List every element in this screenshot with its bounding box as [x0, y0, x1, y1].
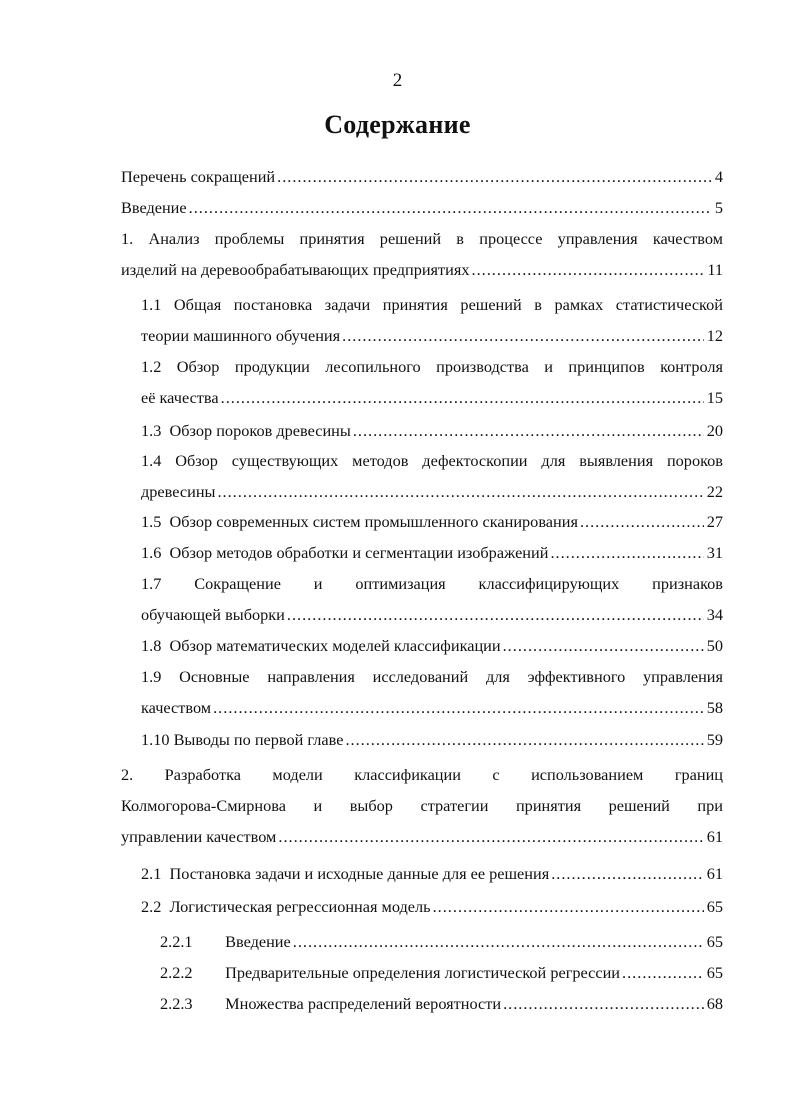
- toc-entry-1-2-line[interactable]: 1.2 Обзор продукции лесопильного производства и принципов контроля: [141, 357, 723, 376]
- page-title: Содержание: [324, 110, 471, 139]
- toc-entry-1-5[interactable]: [141, 511, 723, 533]
- toc-entry-label: Перечень сокращений: [121, 167, 276, 186]
- toc-entry-1-10[interactable]: [141, 729, 723, 751]
- toc-entry-label: древесины: [141, 482, 216, 501]
- toc-entry-page: 31: [706, 543, 723, 562]
- leader-dots: [221, 387, 704, 409]
- toc-entry-page: 65: [706, 897, 723, 916]
- toc-entry-page: 65: [706, 932, 723, 951]
- toc-entry-1-1[interactable]: [141, 325, 723, 347]
- leader-dots: [550, 542, 703, 564]
- toc-entry-2-2-1[interactable]: [160, 931, 723, 953]
- leader-dots: [189, 197, 712, 219]
- toc-entry-label: 2.2 Логистическая регрессионная модель: [141, 897, 431, 916]
- toc-entry-label: 2.1 Постановка задачи и исходные данные для ее решения: [141, 864, 550, 883]
- leader-dots: [277, 166, 712, 188]
- toc-entry-page: 4: [714, 167, 723, 186]
- toc-entry-label: 1.6 Обзор методов обработки и сегментации изображений: [141, 543, 549, 562]
- toc-entry-1-4[interactable]: [141, 481, 723, 503]
- toc-entry-2-2-2[interactable]: [160, 962, 723, 984]
- toc-entry-label: её качества: [141, 388, 219, 407]
- toc-entry-label: Введение: [121, 198, 187, 217]
- leader-dots: [580, 511, 704, 533]
- toc-entry-1-3[interactable]: [141, 420, 723, 442]
- toc-entry-page: 15: [706, 388, 723, 407]
- toc-entry-label: обучающей выборки: [141, 605, 285, 624]
- toc-entry-1-7[interactable]: [141, 604, 723, 626]
- toc-entry-1-9[interactable]: [141, 697, 723, 719]
- toc-entry-label: 2.2.1 Введение: [160, 932, 291, 951]
- toc-entry-page: 5: [714, 198, 723, 217]
- toc-entry-page: 34: [706, 605, 723, 624]
- toc-entry-label: изделий на деревообрабатывающих предприятиях: [121, 260, 470, 279]
- toc-entry-label: 2.2.3 Множества распределений вероятности: [160, 994, 502, 1013]
- toc-entry-page: 12: [706, 326, 723, 345]
- toc-entry-page: 65: [706, 963, 723, 982]
- toc-entry-2-1[interactable]: [141, 863, 723, 885]
- toc-entry-page: 68: [706, 994, 723, 1013]
- toc-entry-label: 2.2.2 Предварительные определения логистической регрессии: [160, 963, 621, 982]
- leader-dots: [353, 420, 704, 442]
- toc-entry-page: 50: [706, 636, 723, 655]
- toc-entry-label: 1.10 Выводы по первой главе: [141, 730, 344, 749]
- toc-entry-label: качеством: [141, 698, 212, 717]
- toc-entry-label: теории машинного обучения: [141, 326, 341, 345]
- leader-dots: [345, 729, 703, 751]
- toc-entry-introduction[interactable]: [121, 197, 723, 219]
- leader-dots: [503, 993, 704, 1015]
- leader-dots: [342, 325, 704, 347]
- leader-dots: [472, 259, 705, 281]
- toc-entry-1-8[interactable]: [141, 635, 723, 657]
- toc-entry-label: 1.8 Обзор математических моделей классификации: [141, 636, 501, 655]
- leader-dots: [217, 481, 703, 503]
- toc-entry-label: 1.5 Обзор современных систем промышленного сканирования: [141, 512, 578, 531]
- leader-dots: [503, 635, 704, 657]
- leader-dots: [293, 931, 704, 953]
- toc-entry-1-9-line[interactable]: 1.9 Основные направления исследований для эффективного управления: [141, 667, 723, 686]
- toc-entry-page: 20: [706, 421, 723, 440]
- toc-entry-page: 61: [706, 827, 723, 846]
- page-number: 2: [392, 70, 403, 91]
- leader-dots: [433, 896, 704, 918]
- toc-entry-2-2-3[interactable]: [160, 993, 723, 1015]
- toc-entry-chapter-2-line[interactable]: 2. Разработка модели классификации с использованием границ: [121, 765, 723, 784]
- leader-dots: [213, 697, 704, 719]
- toc-entry-page: 59: [706, 730, 723, 749]
- toc-entry-page: 27: [706, 512, 723, 531]
- toc-entry-chapter-2[interactable]: [121, 826, 723, 848]
- toc-entry-chapter-2-line[interactable]: Колмогорова-Смирнова и выбор стратегии принятия решений при: [121, 796, 723, 815]
- toc-entry-1-6[interactable]: [141, 542, 723, 564]
- toc-entry-label: управлении качеством: [121, 827, 277, 846]
- toc-entry-1-2[interactable]: [141, 387, 723, 409]
- toc-entry-page: 61: [706, 864, 723, 883]
- toc-entry-chapter-1[interactable]: [121, 259, 723, 281]
- toc-entry-page: 22: [706, 482, 723, 501]
- leader-dots: [287, 604, 704, 626]
- leader-dots: [278, 826, 703, 848]
- toc-entry-1-7-line[interactable]: 1.7 Сокращение и оптимизация классифицирующих признаков: [141, 574, 723, 593]
- toc-entry-abbreviations[interactable]: [121, 166, 723, 188]
- leader-dots: [622, 962, 704, 984]
- toc-entry-1-4-line[interactable]: 1.4 Обзор существующих методов дефектоскопии для выявления пороков: [141, 451, 723, 470]
- toc-entry-label: 1.3 Обзор пороков древесины: [141, 421, 351, 440]
- leader-dots: [551, 863, 704, 885]
- toc-entry-page: 11: [707, 260, 723, 279]
- toc-entry-chapter-1-line[interactable]: 1. Анализ проблемы принятия решений в процессе управления качеством: [121, 229, 723, 248]
- toc-entry-2-2[interactable]: [141, 896, 723, 918]
- toc-entry-page: 58: [706, 698, 723, 717]
- toc-entry-1-1-line[interactable]: 1.1 Общая постановка задачи принятия решений в рамках статистической: [141, 295, 723, 314]
